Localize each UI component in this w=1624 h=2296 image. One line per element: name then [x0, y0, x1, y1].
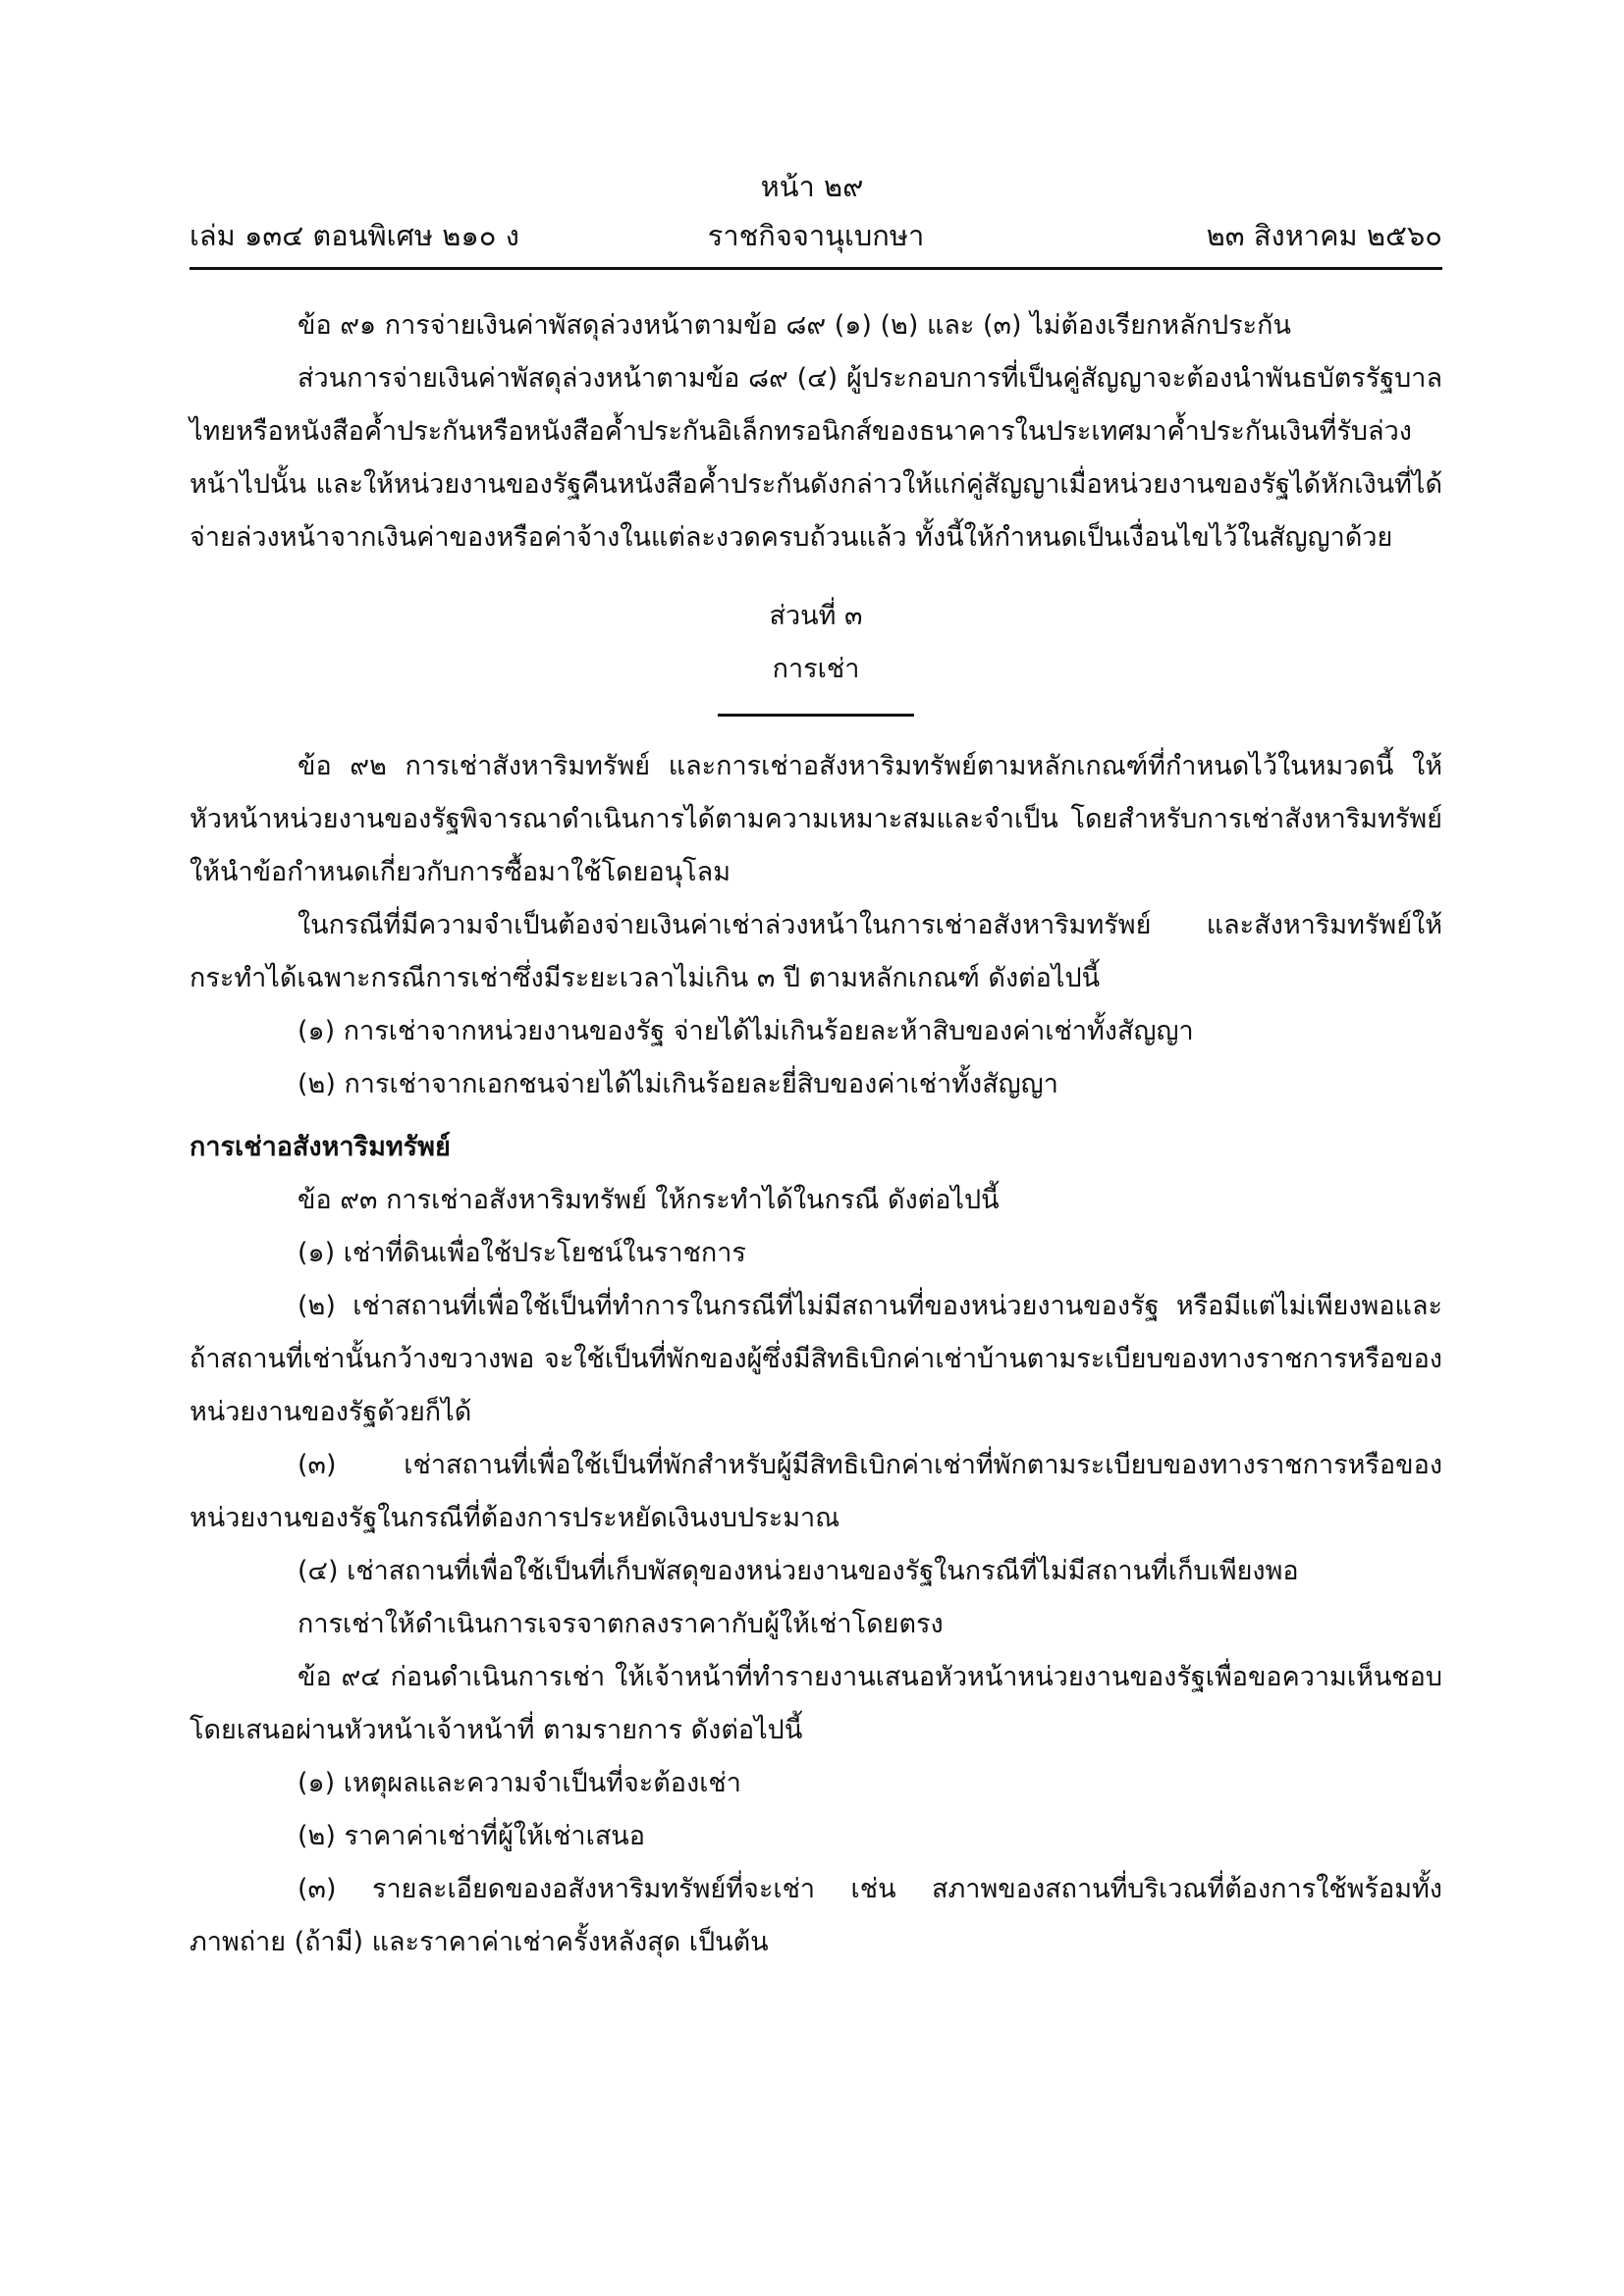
section-94-item-2: (๒) ราคาค่าเช่าที่ผู้ให้เช่าเสนอ	[298, 1821, 645, 1851]
publication-name: ราชกิจจานุเบกษา	[707, 219, 925, 252]
document-body	[189, 299, 1442, 1969]
section-93-item-3: (๓) เช่าสถานที่เพื่อใช้เป็นที่พักสำหรับผู้มีสิทธิเบิกค่าเช่าที่พักตามระเบียบของทางราชการหรือของหน่วยงานของรัฐในกรณีที่ต้องการประหยัดเงินงบประมาณ	[189, 1450, 1442, 1533]
header-divider	[189, 267, 1442, 270]
section-91-paragraph: ข้อ ๙๑ การจ่ายเงินค่าพัสดุล่วงหน้าตามข้อ ๘๙ (๑) (๒) และ (๓) ไม่ต้องเรียกหลักประกัน	[298, 310, 1291, 341]
section-94-item-3: (๓) รายละเอียดของอสังหาริมทรัพย์ที่จะเช่า เช่น สภาพของสถานที่บริเวณที่ต้องการใช้พร้อมทั้งภาพถ่าย (ถ้ามี) และราคาค่าเช่าครั้งหลังสุด เป็นต้น	[189, 1874, 1442, 1957]
section-93-item-1: (๑) เช่าที่ดินเพื่อใช้ประโยชน์ในราชการ	[298, 1238, 746, 1268]
running-header	[189, 214, 1442, 257]
section-93-item-2: (๒) เช่าสถานที่เพื่อใช้เป็นที่ทำการในกรณีที่ไม่มีสถานที่ของหน่วยงานของรัฐ หรือมีแต่ไม่เพียงพอและถ้าสถานที่เช่านั้นกว้างขวางพอ จะใช้เป็นที่พักของผู้ซึ่งมีสิทธิเบิกค่าเช่าบ้านตามระเบียบของทางราชการหรือของหน่วยงานของรัฐด้วยก็ได้	[189, 1291, 1442, 1427]
publication-date: ๒๓ สิงหาคม ๒๕๖๐	[1206, 219, 1442, 252]
section-92-advance-rent: ในกรณีที่มีความจำเป็นต้องจ่ายเงินค่าเช่าล่วงหน้าในการเช่าอสังหาริมทรัพย์ และสังหาริมทรัพย์ให้กระทำได้เฉพาะกรณีการเช่าซึ่งมีระยะเวลาไม่เกิน ๓ ปี ตามหลักเกณฑ์ ดังต่อไปนี้	[189, 910, 1442, 993]
volume-issue: เล่ม ๑๓๔ ตอนพิเศษ ๒๑๐ ง	[189, 219, 519, 252]
section-93-paragraph: ข้อ ๙๓ การเช่าอสังหาริมทรัพย์ ให้กระทำได้ในกรณี ดังต่อไปนี้	[298, 1185, 1000, 1215]
section-92-item-1: (๑) การเช่าจากหน่วยงานของรัฐ จ่ายได้ไม่เกินร้อยละห้าสิบของค่าเช่าทั้งสัญญา	[298, 1016, 1194, 1046]
real-estate-lease-heading: การเช่าอสังหาริมทรัพย์	[189, 1132, 451, 1162]
section-92-item-2: (๒) การเช่าจากเอกชนจ่ายได้ไม่เกินร้อยละยี่สิบของค่าเช่าทั้งสัญญา	[298, 1069, 1058, 1099]
part-number: ส่วนที่ ๓	[769, 601, 863, 631]
section-92-paragraph: ข้อ ๙๒ การเช่าสังหาริมทรัพย์ และการเช่าอสังหาริมทรัพย์ตามหลักเกณฑ์ที่กำหนดไว้ในหมวดนี้ ให้หัวหน้าหน่วยงานของรัฐพิจารณาดำเนินการได้ตามความเหมาะสมและจำเป็น โดยสำหรับการเช่าสังหาริมทรัพย์ให้นำข้อกำหนดเกี่ยวกับการซื้อมาใช้โดยอนุโลม	[189, 751, 1442, 887]
section-93-item-4: (๔) เช่าสถานที่เพื่อใช้เป็นที่เก็บพัสดุของหน่วยงานของรัฐในกรณีที่ไม่มีสถานที่เก็บเพียงพอ	[298, 1556, 1299, 1586]
section-93-negotiation: การเช่าให้ดำเนินการเจรจาตกลงราคากับผู้ให้เช่าโดยตรง	[298, 1609, 944, 1639]
section-94-item-1: (๑) เหตุผลและความจำเป็นที่จะต้องเช่า	[298, 1768, 741, 1798]
page-number: หน้า ๒๙	[760, 170, 864, 203]
part-title: การเช่า	[772, 654, 860, 684]
section-91-advance-guarantee: ส่วนการจ่ายเงินค่าพัสดุล่วงหน้าตามข้อ ๘๙ (๔) ผู้ประกอบการที่เป็นคู่สัญญาจะต้องนำพันธบัตรรัฐบาลไทยหรือหนังสือค้ำประกันหรือหนังสือค้ำประกันอิเล็กทรอนิกส์ของธนาคารในประเทศมาค้ำประกันเงินที่รับล่วงหน้าไปนั้น และให้หน่วยงานของรัฐคืนหนังสือค้ำประกันดังกล่าวให้แก่คู่สัญญาเมื่อหน่วยงานของรัฐได้หักเงินที่ได้จ่ายล่วงหน้าจากเงินค่าของหรือค่าจ้างในแต่ละงวดครบถ้วนแล้ว ทั้งนี้ให้กำหนดเป็นเงื่อนไขไว้ในสัญญาด้วย	[189, 363, 1442, 553]
part-divider	[718, 714, 914, 717]
section-94-paragraph: ข้อ ๙๔ ก่อนดำเนินการเช่า ให้เจ้าหน้าที่ทำรายงานเสนอหัวหน้าหน่วยงานของรัฐเพื่อขอความเห็นชอบ โดยเสนอผ่านหัวหน้าเจ้าหน้าที่ ตามรายการ ดังต่อไปนี้	[189, 1662, 1442, 1745]
